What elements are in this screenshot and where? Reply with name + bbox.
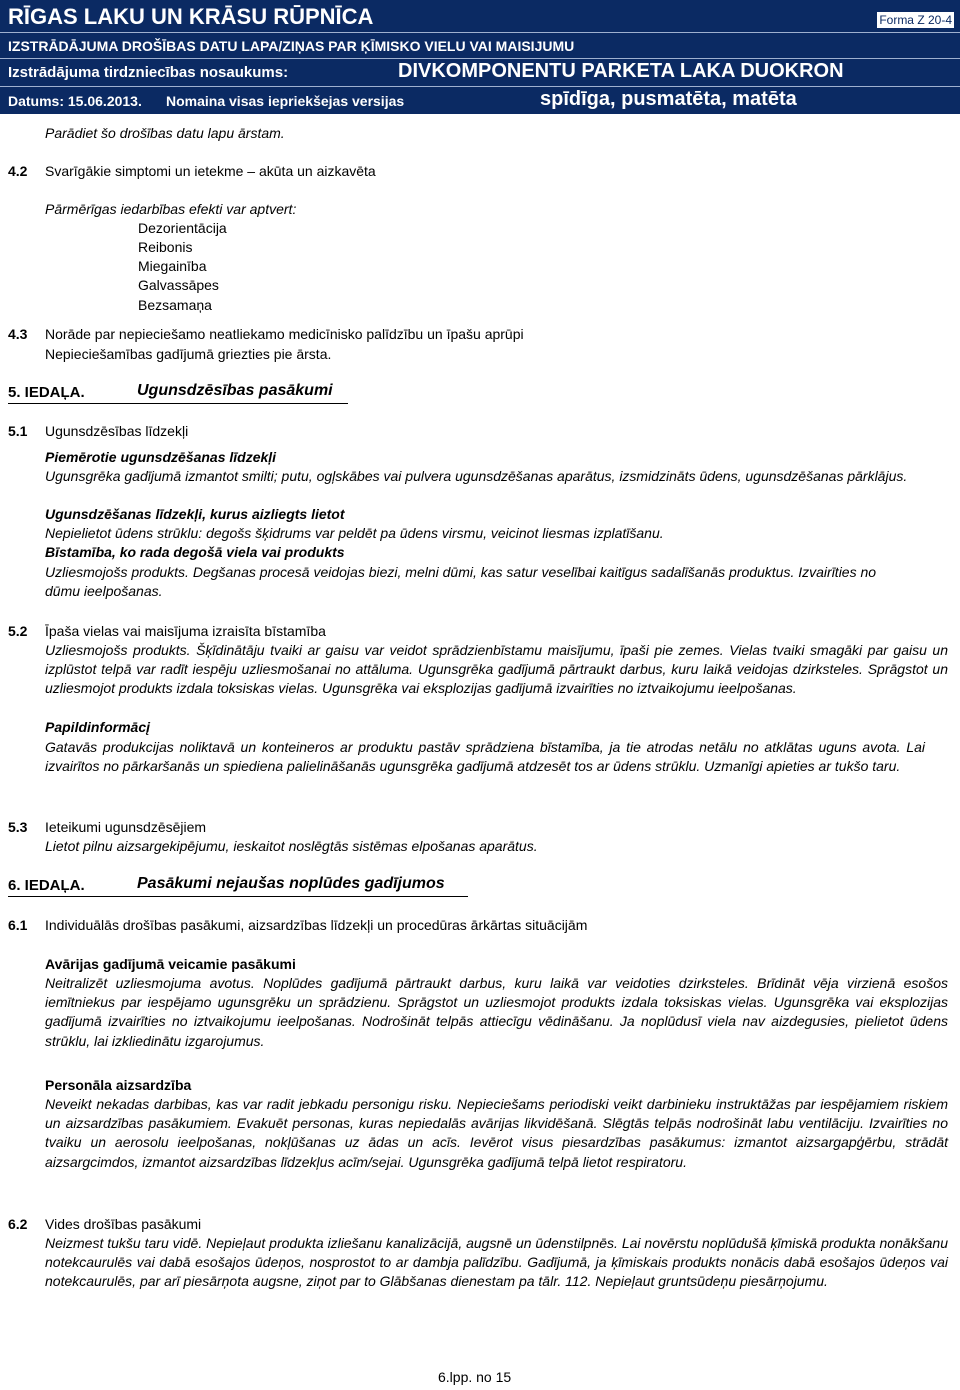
section-4-3-text: Nepieciešamības gadījumā griezties pie ārsta. <box>45 346 332 362</box>
symptom-item: Reibonis <box>138 239 193 255</box>
section-4-2-number: 4.2 <box>8 163 28 179</box>
company-name: RĪGAS LAKU UN KRĀSU RŪPNĪCA <box>8 4 374 29</box>
section-6-underline <box>8 896 468 897</box>
section-4-3-title: Norāde par nepieciešamo neatliekamo medicīnisko palīdzību un īpašu aprūpi <box>45 326 524 342</box>
overexposure-label: Pārmērīgas iedarbības efekti var aptvert: <box>45 201 297 217</box>
emergency-text: Neitralizēt uzliesmojuma avotus. Noplūdes gadījumā pārtraukt darbus, kuru laikā var veidoties dzirksteles. Brīdināt vēja virzienā esošos iemītniekus par iespējamo ugunsgrēku un sprādzienu. Sprāgstot un uzliesmojot produkts izdala toksiskas vielas. Ugunsgrēka vai eksplozijas gadījumā izvairīties no iztvaikojumu ieelpošanas. Nodrošināt telpās attiecīgu vēdināšanu. Ja noplūdusī viela nav aizdegusies, pielietot ūdens strūklu, lai izkliedinātu izgarojumus. <box>45 975 948 1049</box>
section-5-2-text: Uzliesmojošs produkts. Šķīdinātāju tvaiki ar gaisu var veidot sprādzienbīstamu maisījumu, īpaši pie zemes. Vielas tvaiki smagāki par gaisu un izplūstot telpā var radīt iespēju uzliesmošanai no attāluma. Ugunsgrēka gadījumā pārtraukt darbus, kuru laikā veidojas dzirksteles. Sprāgstot un uzliesmojot produkts izdala toksiskas vielas. Ugunsgrēka vai eksplozijas gadījumā izvairīties no iztvaikojumu ieelpošanas. <box>45 642 948 697</box>
hazard-text: Uzliesmojošs produkts. Degšanas procesā veidojas biezi, melni dūmi, kas satur veselībai kaitīgus sadalīšanās produktus. Izvairīties no dūmu ieelpošanas. <box>45 564 877 600</box>
section-6-2-title: Vides drošības pasākumi <box>45 1216 202 1232</box>
section-6-2-text: Neizmest tukšu taru vidē. Nepieļaut produkta izliešanu kanalizācijā, augsnē un ūdenstilpnēs. Lai novērstu noplūdušā ķīmiskā produkta nonākšanu notekcaurulēs vai dabā esošajos ūdeņos, nosprostot to ar dambja palīdzību. Gadījumā, ja ķīmiskais produkts nonācis dabā esošajos ūdeņos vai notekcaurulēs, par arī piesārņota augsne, ziņot par to Glābšanas dienestam pa tālr. 112. Nepieļaut gruntsūdeņu piesārņojumu. <box>45 1235 948 1290</box>
suitable-media-heading: Piemērotie ugunsdzēšanas līdzekļi <box>45 449 277 465</box>
section-4-2-title: Svarīgākie simptomi un ietekme – akūta un aizkavēta <box>45 163 376 179</box>
section-6-label: 6. IEDAĻA. <box>8 877 85 894</box>
section-4-3-number: 4.3 <box>8 326 28 342</box>
trade-name-label: Izstrādājuma tirdzniecības nosaukums: <box>8 64 289 81</box>
intro-text: Parādiet šo drošības datu lapu ārstam. <box>45 125 285 141</box>
document-title: IZSTRĀDĀJUMA DROŠĪBAS DATU LAPA/ZIŅAS PAR ĶĪMISKO VIELU VAI MAISIJUMU <box>8 38 575 54</box>
personal-protection-text: Neveikt nekadas darbibas, kas var radit jebkadu personigu risku. Nepieciešams periodiski veikt darbinieku instruktāžas par iespējamiem riskiem un aizsardzības pasākumiem. Evakuēt personas, kuras nepiedalās avārijas likvidēšanā. Slēgtās telpās nodrošināt labu ventilāciju. Izvairīties no tvaiku un aerosolu ieelpošanas, nokļūšanas uz ādas un acīs. Ievērot visus piesardzības pasākumus: izmantot aizsargapģērbu, strādāt aizsargcimdos, izmantot aizsardzības līdzekļus acīm/sejai. Ugunsgrēka gadījumā telpā lietot respiratoru. <box>45 1096 948 1170</box>
symptom-item: Bezsamaņa <box>138 297 212 313</box>
additional-info-heading: Papildinformācį <box>45 719 151 735</box>
product-name: DIVKOMPONENTU PARKETA LAKA DUOKRON <box>398 60 844 82</box>
document-header <box>0 0 960 114</box>
section-5-3-title: Ieteikumi ugunsdzēsējiem <box>45 819 207 835</box>
section-6-1-number: 6.1 <box>8 917 28 933</box>
section-5-3-text: Lietot pilnu aizsargekipējumu, ieskaitot noslēgtās sistēmas elpošanas aparātus. <box>45 838 538 854</box>
section-5-2-title: Īpaša vielas vai maisījuma izraisīta bīstamība <box>45 623 326 639</box>
section-5-title: Ugunsdzēsības pasākumi <box>137 382 333 399</box>
additional-info-text: Gatavās produkcijas noliktavā un konteineros ar produktu pastāv sprādziena bīstamība, ja tie atrodas netālu no atklātas uguns avota. Lai izvairītos no pārkaršanās un spiediena palielināšanās ugunsgrēka gadījumā atdzesēt tos ar ūdens strūklu. Uzmanīgi apieties ar tukšo taru. <box>45 739 925 775</box>
suitable-media-text: Ugunsgrēka gadījumā izmantot smilti; putu, ogļskābes vai pulvera ugunsdzēšanas aparātus, izsmidzināts ūdens, ugunsdzēšanas pārklājus. <box>45 468 908 484</box>
date-label: Datums: 15.06.2013. <box>8 93 142 109</box>
section-5-2-number: 5.2 <box>8 623 28 639</box>
form-code: Forma Z 20-4 <box>879 13 952 27</box>
symptom-item: Dezorientācija <box>138 220 227 236</box>
section-5-1-title: Ugunsdzēsības līdzekļi <box>45 423 189 439</box>
symptom-item: Miegainība <box>138 258 207 274</box>
section-5-label: 5. IEDAĻA. <box>8 384 85 401</box>
personal-protection-heading: Personāla aizsardzība <box>45 1077 192 1093</box>
symptom-item: Galvassāpes <box>138 277 219 293</box>
forbidden-media-text: Nepielietot ūdens strūklu: degošs šķidrums var peldēt pa ūdens virsmu, veicinot liesmas izplatīšanu. <box>45 525 664 541</box>
header-divider <box>0 58 960 59</box>
forbidden-media-heading: Ugunsdzēšanas līdzekļi, kurus aizliegts lietot <box>45 506 345 522</box>
section-5-3-number: 5.3 <box>8 819 28 835</box>
product-variant: spīdīga, pusmatēta, matēta <box>540 88 797 110</box>
section-6-1-title: Individuālās drošības pasākumi, aizsardzības līdzekļi un procedūras ārkārtas situācijām <box>45 917 588 933</box>
section-6-title: Pasākumi nejaušas noplūdes gadījumos <box>137 875 445 892</box>
section-6-2-number: 6.2 <box>8 1216 28 1232</box>
header-divider <box>0 32 960 33</box>
section-5-underline <box>8 403 348 404</box>
page-number: 6.lpp. no 15 <box>438 1369 512 1385</box>
section-5-1-number: 5.1 <box>8 423 28 439</box>
emergency-heading: Avārijas gadījumā veicamie pasākumi <box>45 956 296 972</box>
header-divider <box>0 86 960 87</box>
hazard-heading: Bīstamība, ko rada degošā viela vai produkts <box>45 544 345 560</box>
replace-note: Nomaina visas iepriekšejas versijas <box>166 93 405 109</box>
